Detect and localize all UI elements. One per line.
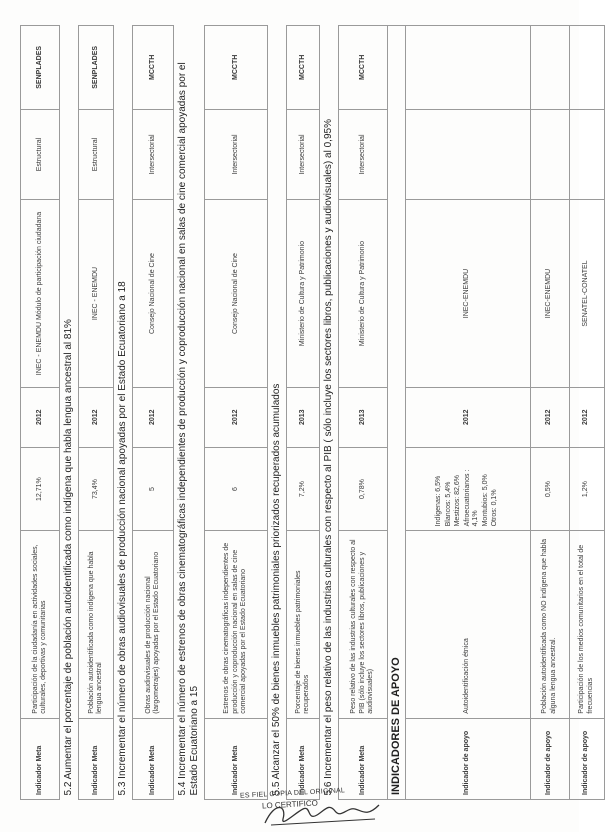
indicator-type-cell: Indicador Meta	[133, 718, 174, 799]
data-source-cell: Consejo Nacional de Cine	[133, 200, 174, 387]
baseline-value-cell: 0,78%	[339, 447, 388, 531]
indicator-description-cell: Estrenos de obras cinematográficas independientes de producción y coproducción nacional en salas de cine comercial apoyadas por el Estado Ecuatoriano	[205, 531, 268, 718]
indicator-category-cell: Intersectorial	[339, 109, 388, 200]
responsible-entity-cell	[569, 26, 604, 110]
indicator-category-cell	[569, 109, 604, 200]
goal-row	[114, 26, 133, 800]
indicator-row	[339, 26, 388, 800]
indicator-description-cell: Porcentaje de bienes inmuebles patrimoniales recuperados	[287, 531, 320, 718]
baseline-year-cell: 2012	[569, 387, 604, 447]
indicator-type-cell: Indicador Meta	[21, 718, 60, 799]
section-title: INDICADORES DE APOYO	[388, 26, 406, 800]
responsible-entity-cell: MCCTH	[339, 26, 388, 110]
indicator-category-cell: Intersectorial	[287, 109, 320, 200]
indicator-row	[79, 26, 114, 800]
goal-text: 5.5 Alcanzar el 50% de bienes inmuebles patrimoniales priorizados recuperados acumulados	[268, 26, 287, 800]
indicator-type-cell: Indicador Meta	[287, 718, 320, 799]
indicator-description-cell: Autoidentificación étnica	[405, 531, 530, 718]
baseline-value-cell: 5	[133, 447, 174, 531]
indicator-category-cell: Estructural	[21, 109, 60, 200]
responsible-entity-cell: SENPLADES	[21, 26, 60, 110]
baseline-value-cell: 73,4%	[79, 447, 114, 531]
indicator-category-cell: Intersectorial	[133, 109, 174, 200]
indicator-description-cell: Peso relativo de las industrias culturales con respecto al PIB (sólo incluye los sectores libros, publicaciones y audiovisuales)	[339, 531, 388, 718]
ethnic-share-line: Montubios: 5,0%	[481, 474, 489, 527]
baseline-value-cell: 0,5%	[530, 447, 569, 531]
responsible-entity-cell: MCCTH	[133, 26, 174, 110]
baseline-year-cell: 2013	[287, 387, 320, 447]
baseline-year-cell: 2012	[205, 387, 268, 447]
goal-text: 5.4 Incrementar el número de estrenos de obras cinematográficas independientes de producción y coproducción nacional en salas de cine comercial apoyadas por el Estado Ecuatoriano a 15	[174, 26, 205, 800]
baseline-value-cell: 1,2%	[569, 447, 604, 531]
goal-text: 5.2 Aumentar el porcentaje de población autoidentificada como indígena que habla lengua ancestral al 81%	[60, 26, 79, 800]
indicator-description-cell: Participación de la ciudadanía en actividades sociales, culturales, deportivas y comunitarias	[21, 531, 60, 718]
responsible-entity-cell: MCCTH	[205, 26, 268, 110]
stamp-line-1: ES FIEL COPIA DEL ORIGINAL	[239, 787, 346, 800]
goal-text: 5.3 Incrementar el número de obras audiovisuales de producción nacional apoyadas por el Estado Ecuatoriano a 18	[114, 26, 133, 800]
indicator-type-cell: Indicador Meta	[339, 718, 388, 799]
stamp-line-2: LO CERTIFICO	[261, 798, 319, 811]
baseline-value-cell: 6	[205, 447, 268, 531]
data-source-cell: SENATEL-CONATEL	[569, 200, 604, 387]
ethnic-share-line: Mestizos: 82,6%	[454, 475, 462, 527]
indicator-category-cell: Estructural	[79, 109, 114, 200]
data-source-cell: Consejo Nacional de Cine	[205, 200, 268, 387]
ethnic-share-line: Otros: 0,1%	[491, 489, 499, 527]
indicator-description-cell: Población autoidentificada como indígena que habla lengua ancestral	[79, 531, 114, 718]
indicator-category-cell: Intersectorial	[205, 109, 268, 200]
goal-text: 5.6 Incrementar el peso relativo de las industrias culturales con respecto al PIB ( sólo incluye los sectores libros, publicaciones y audiovisuales) al 0,95%	[320, 26, 339, 800]
indicator-category-cell	[405, 109, 530, 200]
indicator-category-cell	[530, 109, 569, 200]
indicator-row	[530, 26, 569, 800]
goal-row	[174, 26, 205, 800]
data-source-cell: INEC-ENEMDU	[405, 200, 530, 387]
indicator-row	[569, 26, 604, 800]
indicator-description-cell: Obras audiovisuales de producción nacional (largometrajes) apoyadas por el Estado Ecuatoriano	[133, 531, 174, 718]
baseline-year-cell: 2012	[530, 387, 569, 447]
indicator-row	[21, 26, 60, 800]
indicators-table	[20, 25, 605, 800]
data-source-cell: INEC-ENEMDU	[530, 200, 569, 387]
baseline-value-cell: 12,71%	[21, 447, 60, 531]
ethnic-share-line: Afroecuatorianos : 4,1%	[463, 469, 480, 527]
ethnic-share-line: Indígenas: 6,5%	[435, 475, 443, 527]
data-source-cell: INEC - ENEMDU Módulo de participación ciudadana	[21, 200, 60, 387]
section-header-row	[388, 26, 406, 800]
baseline-year-cell: 2012	[405, 387, 530, 447]
responsible-entity-cell	[530, 26, 569, 110]
data-source-cell: Ministerio de Cultura y Patrimonio	[339, 200, 388, 387]
data-source-cell: Ministerio de Cultura y Patrimonio	[287, 200, 320, 387]
responsible-entity-cell: MCCTH	[287, 26, 320, 110]
handwritten-signature	[255, 795, 395, 831]
baseline-year-cell: 2012	[133, 387, 174, 447]
indicator-description-cell: Población autoidentificada como NO indígena que habla alguna lengua ancestral.	[530, 531, 569, 718]
goal-row	[268, 26, 287, 800]
baseline-year-cell: 2012	[79, 387, 114, 447]
indicator-type-cell: Indicador de apoyo	[530, 718, 569, 799]
rotated-table-sheet	[20, 25, 594, 800]
baseline-value-cell	[405, 447, 530, 531]
goal-row	[60, 26, 79, 800]
indicator-description-cell: Participación de los medios comunitarios en el total de frecuencias	[569, 531, 604, 718]
ethnic-share-line: Blancos: 5,4%	[444, 481, 452, 527]
responsible-entity-cell	[405, 26, 530, 110]
responsible-entity-cell: SENPLADES	[79, 26, 114, 110]
indicator-row	[287, 26, 320, 800]
baseline-year-cell: 2012	[21, 387, 60, 447]
indicator-type-cell: Indicador de apoyo	[405, 718, 530, 799]
baseline-year-cell: 2013	[339, 387, 388, 447]
indicator-row	[205, 26, 268, 800]
indicator-row	[405, 26, 530, 800]
indicator-type-cell: Indicador Meta	[79, 718, 114, 799]
indicator-type-cell: Indicador de apoyo	[569, 718, 604, 799]
goal-row	[320, 26, 339, 800]
data-source-cell: INEC - ENEMDU	[79, 200, 114, 387]
indicator-type-cell: Indicador Meta	[205, 718, 268, 799]
baseline-value-cell: 7,2%	[287, 447, 320, 531]
indicator-row	[133, 26, 174, 800]
